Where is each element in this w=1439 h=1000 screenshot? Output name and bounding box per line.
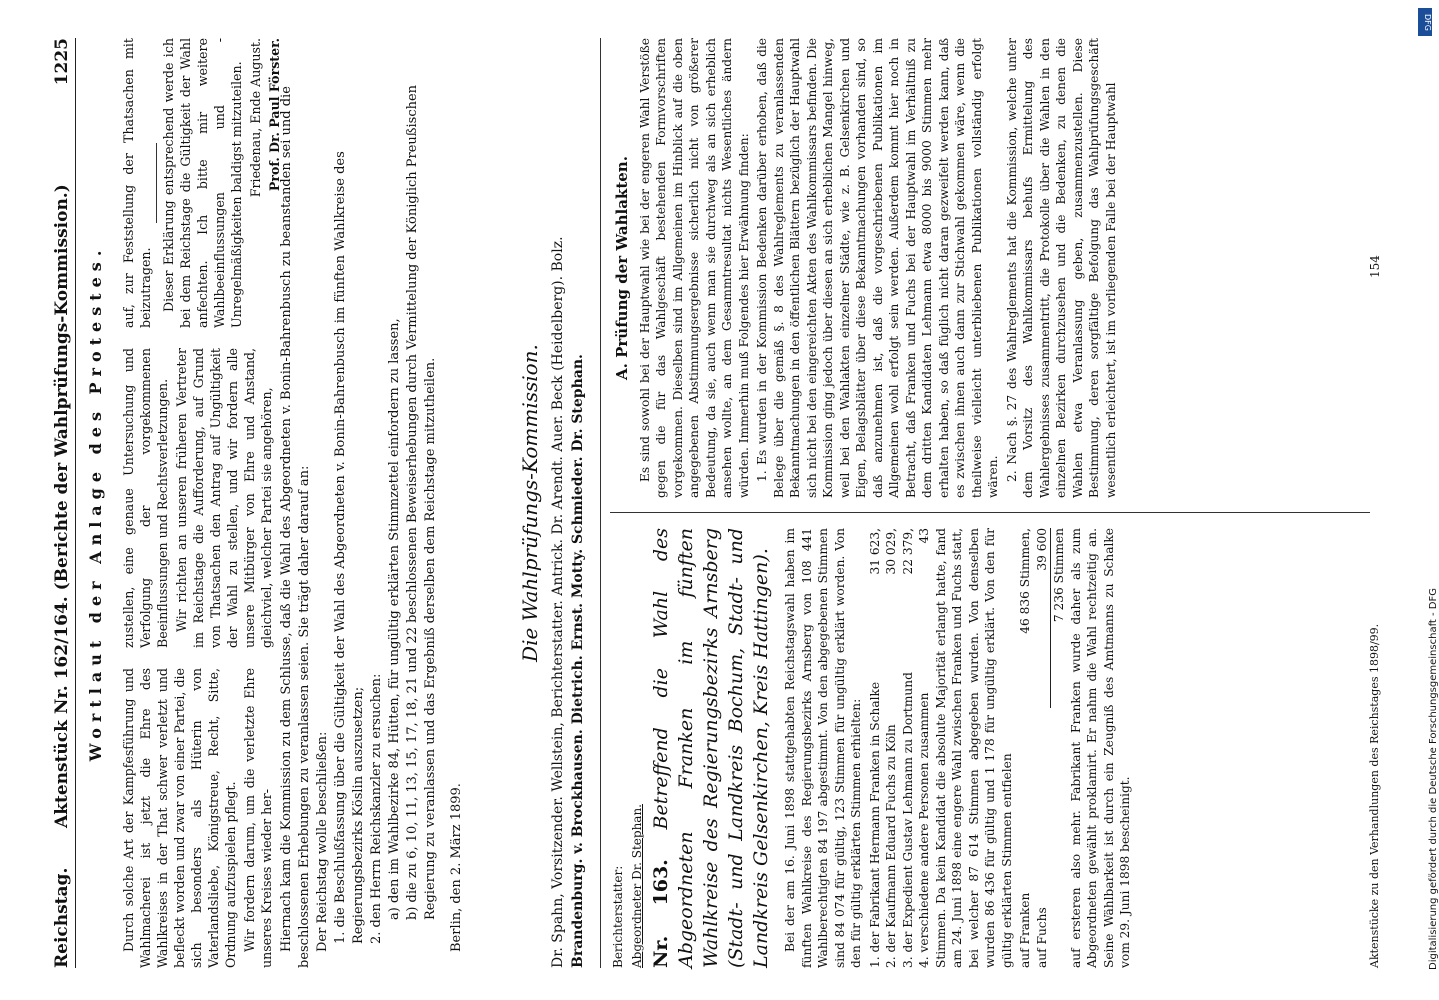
candidate-1-votes: 31 623, (867, 528, 882, 575)
nr163-para-2: Stimmen. Da kein Kandidat die absolute Majorität erlangt hatte, fand am 24. Juni 1898 eine engere Wahl zwischen Franken und Fuchs statt, bei welcher 87 614 Stimmen abgegeben wurden. Von denselben wurden 86 436 für gültig und 1 178 für ungültig erklärt. Von den für gültig erklärten Stimmen entfielen (933, 528, 1014, 968)
nr163-heading-text: Betreffend die Wahl des Abgeordneten Franken im fünften Wahlkreise des Regierungsbezirks Arnsberg (Stadt- und Landkreis Bochum, Stadt- und Landkreis Gelsenkirchen, Kreis Hattingen). (650, 527, 772, 968)
candidate-row-4 (916, 528, 933, 968)
nr163-para-3: auf ersteren also mehr. Fabrikant Franken wurde daher als zum Abgeordneten gewählt proklamirt. Er nahm die Wahl rechtzeitig an. Seine Wählbarkeit ist durch ein Zeugniß des Amtmanns zu Schalke vom 29. Juni 1898 bescheinigt. (1068, 528, 1132, 968)
protest-column-3 (120, 38, 285, 328)
runoff-row-2 (1034, 528, 1051, 968)
commission-title: Die Wahlprüfungs-Kommission. (518, 344, 542, 662)
commission-members (548, 38, 588, 968)
runoff-1-votes: 46 836 Stimmen, (1018, 528, 1032, 634)
nr163-column (610, 528, 1136, 968)
candidate-row-3 (900, 528, 917, 968)
section-a-para-1: Es sind sowohl bei der Hauptwahl wie bei der engeren Wahl Verstöße gegen die für das Wahlgeschäft bestehenden Formvorschriften vorgekommen. Dieselben sind im Allgemeinen im Hinblick auf die oben angegebenen Abstimmungsergebnisse sicherlich nicht von größerer Bedeutung, da sie, auch wenn man sie durchweg als an sich erheblich ansehen wollte, an dem Gesammtresultat nichts Wesentliches ändern würden. Immerhin muß Folgendes hier Erwähnung finden: (637, 38, 751, 498)
protest-col1-p1: Durch solche Art der Kampfesführung und Wahlmacherei ist jetzt die Ehre des Wahlkreises in der That schwer verletzt und befleckt worden und zwar von einer Partei, die sich besonders als Hüterin von Vaterlandsliebe, Königstreue, Recht, Sitte, Ordnung aufzuspielen pflegt. (121, 668, 238, 968)
candidate-row-1 (867, 528, 884, 968)
protest-col2-p1: zustellen, eine genaue Untersuchung und Verfolgung der vorgekommenen Beeinflussungen und Rechtsverletzungen. (121, 348, 170, 648)
candidate-2-votes: 30 029, (884, 528, 898, 575)
runoff-row-1 (1017, 528, 1034, 968)
resolution-ask: Der Reichstag wolle beschließen: (315, 731, 330, 952)
resolution-item-1: 1. die Beschlußfassung über die Gültigkeit der Wahl des Abgeordneten v. Bonin-Bahrenbusch im fünften Wahlkreise des Regierungsbezirks Köslin auszusetzen; (333, 151, 366, 944)
column-divider (610, 512, 1370, 513)
section-a-para-2: 1. Es wurden in der Kommission Bedenken darüber erhoben, daß die Belege über die gemäß §. 8 des Wahlreglements zu veranlassenden Bekanntmachungen in den öffentlichen Blättern bezüglich der Hauptwahl sich nicht bei den eingereichten Akten des Wahlkommissars befinden. Die Kommission ging jedoch über diesen an sich erheblichen Mangel hinweg, weil bei den Wahlakten einzelner Städte, wie z. B. Gelsenkirchen und Eigen, Belagsblätter über diese Bekanntmachungen vorhanden sind, so daß anzunehmen ist, daß die vorgeschriebenen Publikationen im Allgemeinen wohl erfolgt sein werden. Außerdem kommt hier noch in Betracht, daß Franken und Fuchs bei der Hauptwahl im Verhältniß zu dem dritten Kandidaten Lehmann etwa 8000 bis 9000 Stimmen mehr erhalten haben, so daß füglich nicht daran gezweifelt werden kann, daß es zwischen ihnen auch dann zur Stichwahl gekommen wäre, wenn die theilweise vielleicht unterbliebenen Publikationen vollständig erfolgt wären. (755, 38, 1000, 498)
resolution-block (278, 38, 466, 968)
resolution-date: Berlin, den 2. März 1899. (449, 783, 464, 952)
candidate-3-votes: 22 379, (900, 528, 915, 575)
resolution-item-2b: b) die zu 6, 10, 11, 13, 15, 17, 18, 21 und 22 beschlossenen Beweiserhebungen durch Vermittelung der Königlich Preußischen Regierung zu veranlassen und das Ergebniß derselben dem Reichstage mitzutheilen. (405, 84, 438, 920)
protest-col2-p2: Wir richten an unseren früheren Vertreter im Reichstage die Aufforderung, auf Grund von Thatsachen den Antrag auf Ungültigkeit der Wahl zu stellen, und wir fordern alle unsere Mitbürger von Ehre und Anstand, gleichviel, welcher Partei sie angehören, (174, 348, 274, 648)
protest-col3-p2: Dieser Erklärung entsprechend werde ich bei dem Reichstage die Gültigkeit der Wahl anfechten. Ich bitte mir weitere Wahlbeeinflussungen und -Unregelmäßigkeiten baldigst mitzuteilen. (161, 38, 244, 328)
protest-column-2 (120, 348, 277, 648)
candidate-2-label: 2. der Kaufmann Eduard Fuchs zu Köln (884, 724, 898, 968)
section-a-column (610, 38, 1121, 498)
protest-title: Wortlaut der Anlage des Protestes. (86, 244, 105, 762)
header-left: Reichstag. (52, 867, 72, 968)
rotated-page (50, 38, 1390, 968)
divider (156, 143, 157, 223)
runoff-2-votes: 39 600 (1034, 528, 1049, 571)
rapporteur-label: Berichterstatter: (611, 865, 625, 968)
nr163-number: Nr. 163. (650, 859, 672, 968)
candidate-1-label: 1. der Fabrikant Hermann Franken in Schalke (867, 681, 882, 968)
candidate-4-label: 4. verschiedene andere Personen zusammen (917, 692, 931, 968)
footnote: Aktenstücke zu den Verhandlungen des Reichstages 1898/99. (1368, 623, 1381, 968)
protest-place-date: Friedenau, Ende August. (248, 38, 263, 198)
header-page-number: 1225 (52, 38, 72, 86)
runoff-1-label: auf Franken (1018, 892, 1032, 968)
resolution-item-2a: a) den im Wahlbezirke 84, Hütten, für ungültig erklärten Stimmzettel einfordern zu lassen, (387, 318, 402, 920)
members-line-1: Dr. Spahn, Vorsitzender. Wellstein, Berichterstatter. Antrick. Dr. Arendt. Auer. Beck (Heidelberg). Bolz. (550, 236, 566, 968)
dfg-note-text: Digitalisierung gefördert durch die Deutsche Forschungsgemeinschaft - DFG (1428, 587, 1439, 970)
candidate-3-label: 3. der Expedient Gustav Lehmann zu Dortmund (900, 672, 915, 968)
header-center: Aktenstück Nr. 162/164. (Berichte der Wahlprüfungs-Kommission.) (52, 184, 72, 828)
section-a-title: A. Prüfung der Wahlakten. (613, 156, 631, 380)
protest-col1-p2: Wir fordern darum, um die verletzte Ehre unseres Kreises wieder her- (242, 668, 274, 968)
nr163-heading (649, 528, 774, 968)
runoff-difference: 7 236 Stimmen (1050, 528, 1068, 708)
resolution-item-2: 2. den Herrn Reichskanzler zu ersuchen: (369, 673, 384, 944)
runoff-2-label: auf Fuchs (1034, 907, 1049, 968)
members-line-2: Brandenburg. v. Brockhausen. Dietrich. Ernst. Motty. Schmieder. Dr. Stephan. (570, 354, 586, 968)
bottom-page-number: 154 (1368, 255, 1382, 278)
nr163-para-1: Bei der am 16. Juni 1898 stattgehabten Reichstagswahl haben im fünften Wahlkreise des Regierungsbezirks Arnsberg von 108 441 Wahlberechtigten 84 197 abgestimmt. Von den abgegebenen Stimmen sind 84 074 für gültig, 123 Stimmen für ungültig erklärt worden. Von den für gültig erklärten Stimmen erhielten: (783, 528, 863, 968)
dfg-logo: DFG (1418, 8, 1432, 36)
protest-column-1 (120, 668, 277, 968)
rapporteur-name: Abgeordneter Dr. Stephan. (629, 804, 644, 968)
section-a-para-3: 2. Nach §. 27 des Wahlreglements hat die Kommission, welche unter dem Vorsitz des Wahlkommissars behufs Ermittelung des Wahlergebnisses zusammentritt, die Protokolle über die Wahlen in den einzelnen Bezirken durchzusehen und die Bedenken, zu denen die Wahlen etwa Veranlassung geben, zusammenzustellen. Diese Bestimmung, deren sorgfältige Befolgung das Wahlprüfungsgeschäft wesentlich erleichtert, ist im vorliegenden Falle bei der Hauptwahl (1004, 38, 1118, 498)
protest-col3-p1: auf, zur Feststellung der Thatsachen mit beizutragen. (121, 38, 153, 328)
protest-signature: Prof. Dr. Paul Förster. (267, 38, 282, 192)
page-header (50, 38, 76, 968)
candidate-4-votes: 43 (917, 528, 931, 544)
candidate-row-2 (883, 528, 900, 968)
resolution-intro: Hiernach kam die Kommission zu dem Schlusse, daß die Wahl des Abgeordneten v. Bonin-Bahrenbusch zu beanstanden sei und die beschlossenen Erhebungen zu veranlassen seien. Sie trägt daher darauf an: (279, 86, 312, 968)
section-divider (600, 38, 601, 968)
dfg-side-note (1414, 10, 1439, 990)
